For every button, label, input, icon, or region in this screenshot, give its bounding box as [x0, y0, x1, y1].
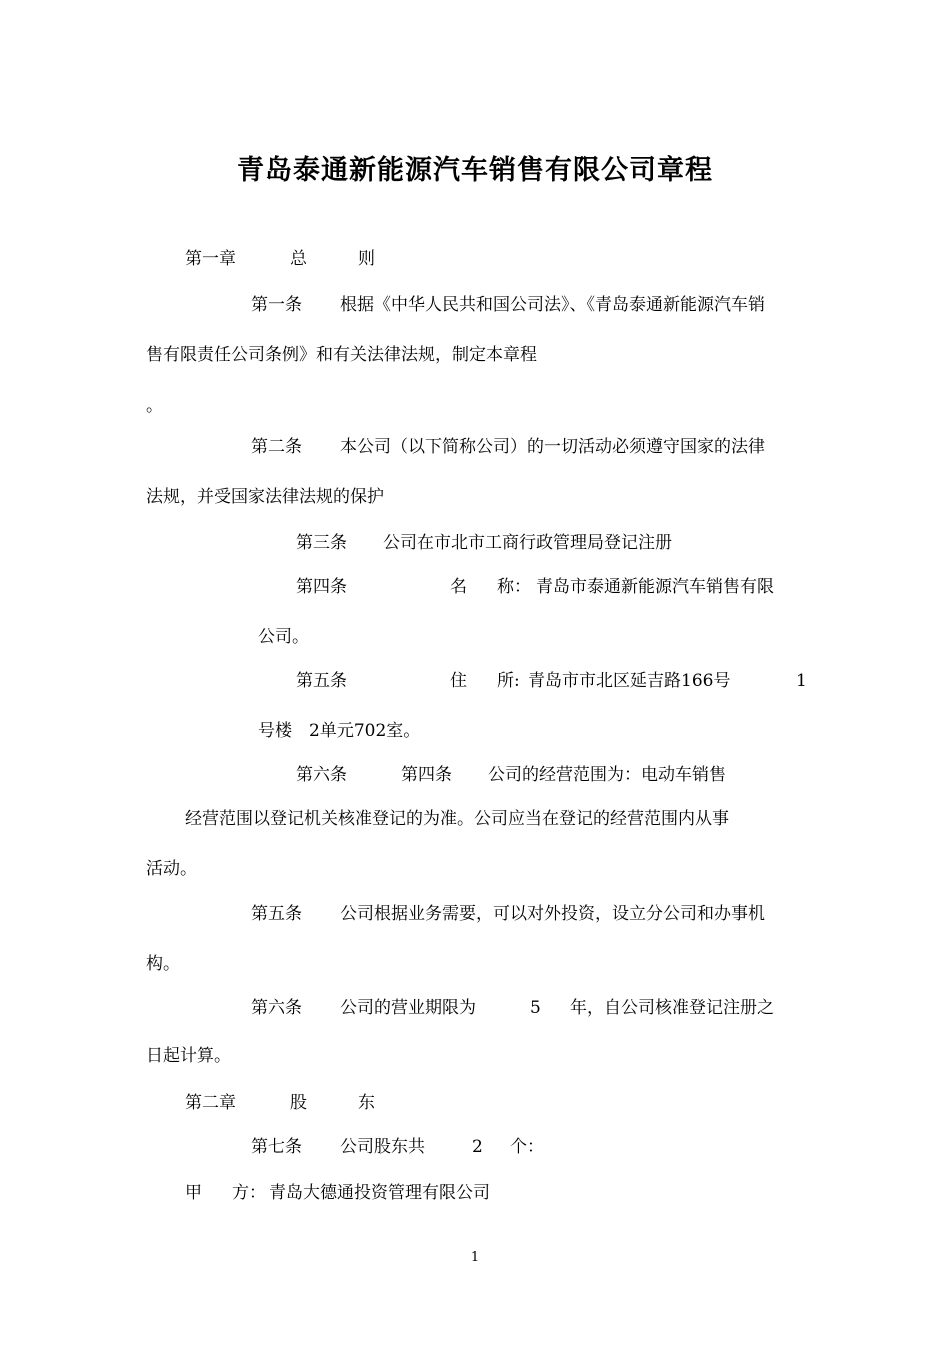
- party-a-label-b: 方：: [232, 1183, 266, 1203]
- chapter-2-label: 第二章: [185, 1093, 236, 1113]
- chapter-2-name-b: 东: [358, 1093, 375, 1113]
- article-6b-text-b: 年，自公司核准登记注册之: [570, 998, 774, 1018]
- article-6-line-3: 活动。: [146, 859, 197, 879]
- article-4-field-b: 称：: [497, 577, 531, 597]
- article-6-label: 第六条: [296, 765, 347, 785]
- page-number: 1: [470, 1250, 480, 1265]
- article-6-text: 公司的经营范围为：电动车销售: [488, 765, 726, 785]
- article-6-sub-label: 第四条: [401, 765, 452, 785]
- article-3-text: 公司在市北市工商行政管理局登记注册: [383, 533, 672, 553]
- article-5-value-1-tail: 1: [796, 671, 807, 691]
- chapter-1-name-b: 则: [358, 249, 375, 269]
- article-5b-line-2: 构。: [146, 954, 180, 974]
- article-2-line-2: 法规，并受国家法律法规的保护: [146, 487, 384, 507]
- chapter-1-label: 第一章: [185, 249, 236, 269]
- article-5b-line-1: 公司根据业务需要，可以对外投资，设立分公司和办事机: [340, 904, 765, 924]
- article-5-field-a: 住: [450, 671, 467, 691]
- article-6b-label: 第六条: [251, 998, 302, 1018]
- article-5-value-2: 号楼 2单元702室。: [258, 721, 421, 741]
- party-a-name: 青岛大德通投资管理有限公司: [269, 1183, 490, 1203]
- article-6b-text-a: 公司的营业期限为: [340, 998, 476, 1018]
- article-5b-label: 第五条: [251, 904, 302, 924]
- article-5-field-b: 所:: [497, 671, 520, 691]
- article-4-value-1: 青岛市泰通新能源汽车销售有限: [536, 577, 774, 597]
- chapter-2-name-a: 股: [290, 1093, 307, 1113]
- chapter-1-name-a: 总: [290, 249, 307, 269]
- article-1-line-3: 。: [146, 396, 163, 416]
- article-6-line-2: 经营范围以登记机关核准登记的为准。公司应当在登记的经营范围内从事: [185, 809, 729, 829]
- document-title: 青岛泰通新能源汽车销售有限公司章程: [237, 155, 713, 186]
- article-1-line-2: 售有限责任公司条例》和有关法律法规，制定本章程: [146, 345, 537, 365]
- article-7-count: 2: [472, 1137, 483, 1157]
- article-1-label: 第一条: [251, 295, 302, 315]
- article-5-value-1: 青岛市市北区延吉路166号: [528, 671, 731, 691]
- article-2-line-1: 本公司（以下简称公司）的一切活动必须遵守国家的法律: [340, 437, 765, 457]
- article-7-text-a: 公司股东共: [340, 1137, 425, 1157]
- article-7-text-b: 个：: [510, 1137, 544, 1157]
- article-4-value-2: 公司。: [258, 627, 309, 647]
- article-2-label: 第二条: [251, 437, 302, 457]
- article-6b-years: 5: [530, 998, 541, 1018]
- article-1-line-1: 根据《中华人民共和国公司法》、《青岛泰通新能源汽车销: [340, 295, 765, 315]
- article-3-label: 第三条: [296, 533, 347, 553]
- article-5-label: 第五条: [296, 671, 347, 691]
- party-a-label-a: 甲: [185, 1183, 202, 1203]
- article-4-field-a: 名: [450, 577, 467, 597]
- article-4-label: 第四条: [296, 577, 347, 597]
- article-6b-line-2: 日起计算。: [146, 1046, 231, 1066]
- article-7-label: 第七条: [251, 1137, 302, 1157]
